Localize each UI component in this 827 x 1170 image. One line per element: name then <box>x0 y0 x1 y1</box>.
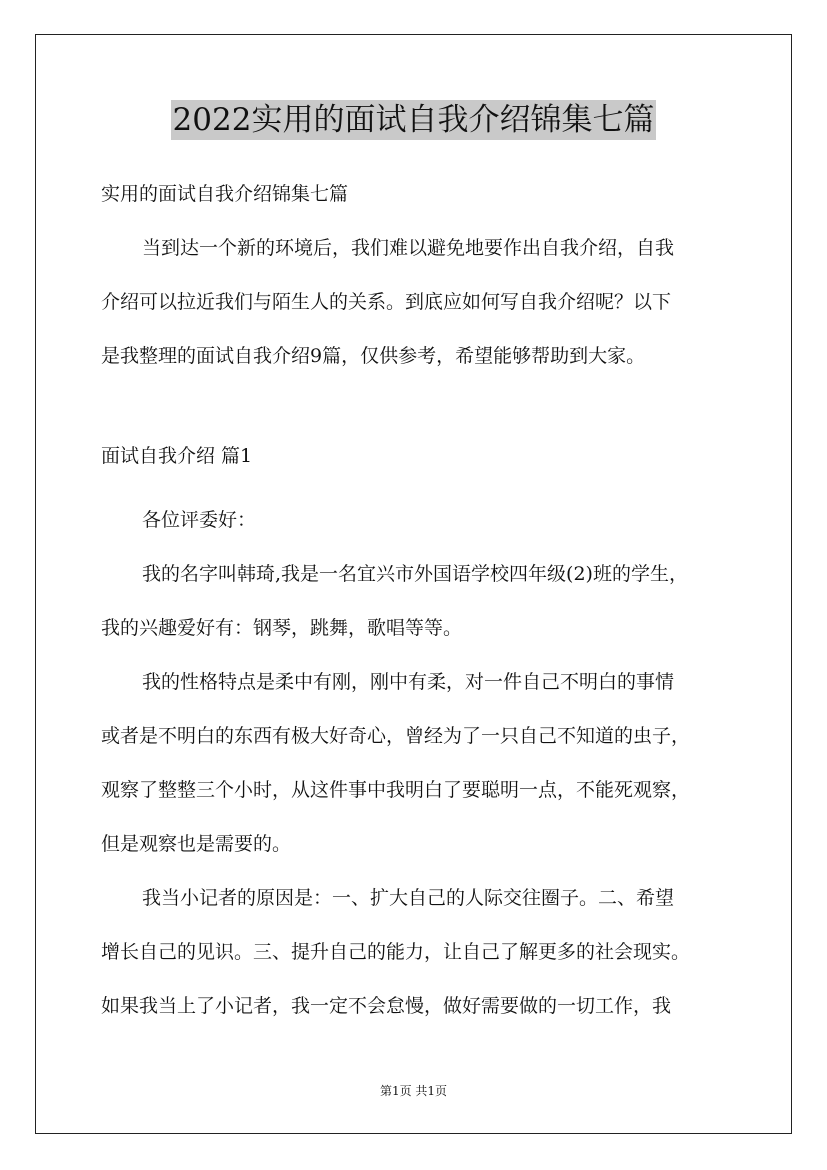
paragraph-line: 或者是不明白的东西有极大好奇心，曾经为了一只自己不知道的虫子， <box>101 725 691 747</box>
title-container <box>0 100 827 140</box>
paragraph-line: 我的性格特点是柔中有刚，刚中有柔，对一件自己不明白的事情 <box>142 671 675 693</box>
document-title: 2022实用的面试自我介绍锦集七篇 <box>172 102 655 138</box>
paragraph-line: 各位评委好： <box>142 509 257 531</box>
paragraph-line: 我的名字叫韩琦,我是一名宜兴市外国语学校四年级(2)班的学生， <box>142 563 688 585</box>
paragraph-line: 观察了整整三个小时，从这件事中我明白了要聪明一点，不能死观察， <box>101 779 691 801</box>
section-heading: 面试自我介绍 篇1 <box>101 445 253 467</box>
page-footer: 第1页 共1页 <box>379 1084 448 1098</box>
paragraph-line: 但是观察也是需要的。 <box>101 833 292 855</box>
paragraph-line: 我当小记者的原因是：一、扩大自己的人际交往圈子。二、希望 <box>142 887 675 909</box>
paragraph-line: 我的兴趣爱好有：钢琴，跳舞，歌唱等等。 <box>101 617 463 639</box>
subtitle-line: 实用的面试自我介绍锦集七篇 <box>101 183 349 205</box>
paragraph-line: 介绍可以拉近我们与陌生人的关系。到底应如何写自我介绍呢？以下 <box>101 291 672 313</box>
paragraph-line: 增长自己的见识。三、提升自己的能力，让自己了解更多的社会现实。 <box>101 941 691 963</box>
paragraph-line: 是我整理的面试自我介绍9篇，仅供参考，希望能够帮助到大家。 <box>101 345 646 367</box>
paragraph-line: 当到达一个新的环境后，我们难以避免地要作出自我介绍，自我 <box>142 237 675 259</box>
paragraph-line: 如果我当上了小记者，我一定不会怠慢，做好需要做的一切工作，我 <box>101 995 672 1017</box>
